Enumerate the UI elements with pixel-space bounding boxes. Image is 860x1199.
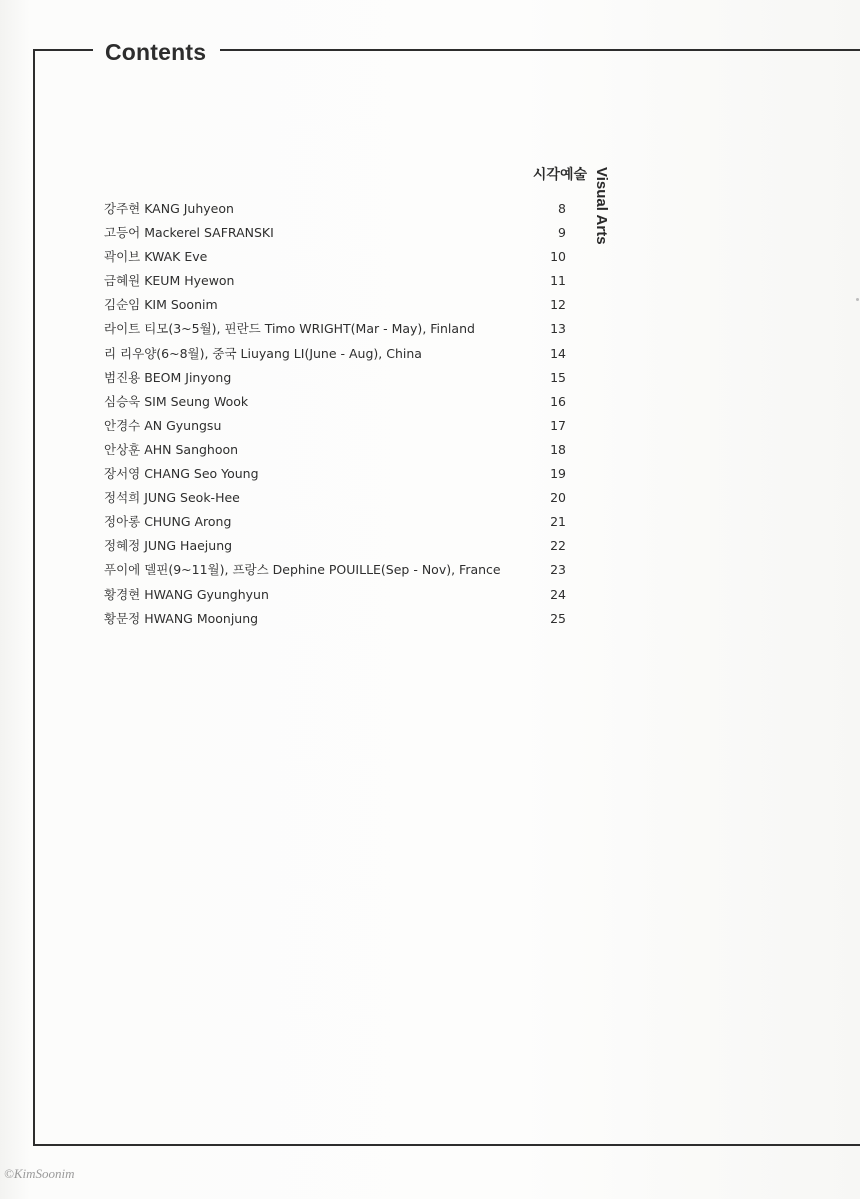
toc-entry-page: 20 [550,490,566,506]
frame-line-top-left [33,49,93,51]
toc-entry[interactable] [104,269,570,293]
toc-entry-title: 범진용 BEOM Jinyong [104,369,232,385]
toc-entry-title: 안경수 AN Gyungsu [104,417,222,433]
toc-entry[interactable] [104,534,570,558]
toc-entry[interactable] [104,366,570,390]
toc-entry[interactable] [104,197,570,221]
frame-line-left [33,49,35,1146]
toc-entry-title: 정혜정 JUNG Haejung [104,538,233,554]
watermark: ©KimSoonim [4,1166,75,1181]
toc-entry[interactable] [104,342,570,366]
toc-entry[interactable] [104,510,570,534]
toc-entry[interactable] [104,558,570,582]
toc-entry-title: 라이트 티모(3~5월), 핀란드 Timo WRIGHT(Mar - May), Finland [104,321,475,337]
toc-entry-title: 정아롱 CHUNG Arong [104,514,232,530]
toc-entry-page: 12 [550,297,566,313]
toc-entry-title: 푸이에 델핀(9~11월), 프랑스 Dephine POUILLE(Sep - Nov), France [104,562,501,578]
toc-entry-title: 황경현 HWANG Gyunghyun [104,586,269,602]
toc-entry[interactable] [104,583,570,607]
toc-entry-page: 19 [550,466,566,482]
frame-line-top-right [220,49,860,51]
toc-entry-title: 심승욱 SIM Seung Wook [104,393,249,409]
toc-entry-page: 22 [550,538,566,554]
toc-entry-title: 김순임 KIM Soonim [104,297,218,313]
toc-entry[interactable] [104,317,570,341]
section-title-korean: 시각예술 [532,167,587,183]
toc-entry-page: 25 [550,610,566,626]
toc-entry-page: 16 [550,393,566,409]
toc-entry[interactable] [104,607,570,631]
toc-entry[interactable] [104,462,570,486]
frame-line-bottom [33,1144,860,1146]
toc-entry-page: 24 [550,586,566,602]
toc-entry-title: 정석희 JUNG Seok-Hee [104,490,240,506]
toc-entry-page: 11 [550,273,566,289]
toc-entry[interactable] [104,390,570,414]
toc-entry[interactable] [104,486,570,510]
toc-entry-title: 강주현 KANG Juhyeon [104,201,234,216]
scan-edge-mark [856,298,859,301]
toc-entry-title: 장서영 CHANG Seo Young [104,466,259,482]
toc-entry[interactable] [104,221,570,245]
toc-entry-page: 10 [550,249,566,265]
toc-entry[interactable] [104,245,570,269]
toc-entry-title: 곽이브 KWAK Eve [104,249,208,265]
toc-entry-page: 9 [558,225,566,241]
toc-entry[interactable] [104,414,570,438]
page-title: Contents [105,39,207,65]
toc-entry-page: 23 [550,562,566,578]
toc-entry[interactable] [104,438,570,462]
section-title-english: Visual Arts [593,167,610,245]
table-of-contents [104,197,570,631]
toc-entry-title: 고등어 Mackerel SAFRANSKI [104,225,274,241]
toc-entry-page: 17 [550,417,566,433]
toc-entry-page: 15 [550,369,566,385]
toc-entry-title: 리 리우양(6~8월), 중국 Liuyang LI(June - Aug), China [104,345,422,361]
toc-entry-page: 13 [550,321,566,337]
toc-entry-page: 8 [558,201,566,216]
toc-entry[interactable] [104,293,570,317]
toc-entry-title: 안상훈 AHN Sanghoon [104,441,239,457]
toc-entry-title: 금혜원 KEUM Hyewon [104,273,235,289]
toc-entry-title: 황문정 HWANG Moonjung [104,610,259,626]
toc-entry-page: 14 [550,345,566,361]
toc-entry-page: 21 [550,514,566,530]
toc-entry-page: 18 [550,441,566,457]
